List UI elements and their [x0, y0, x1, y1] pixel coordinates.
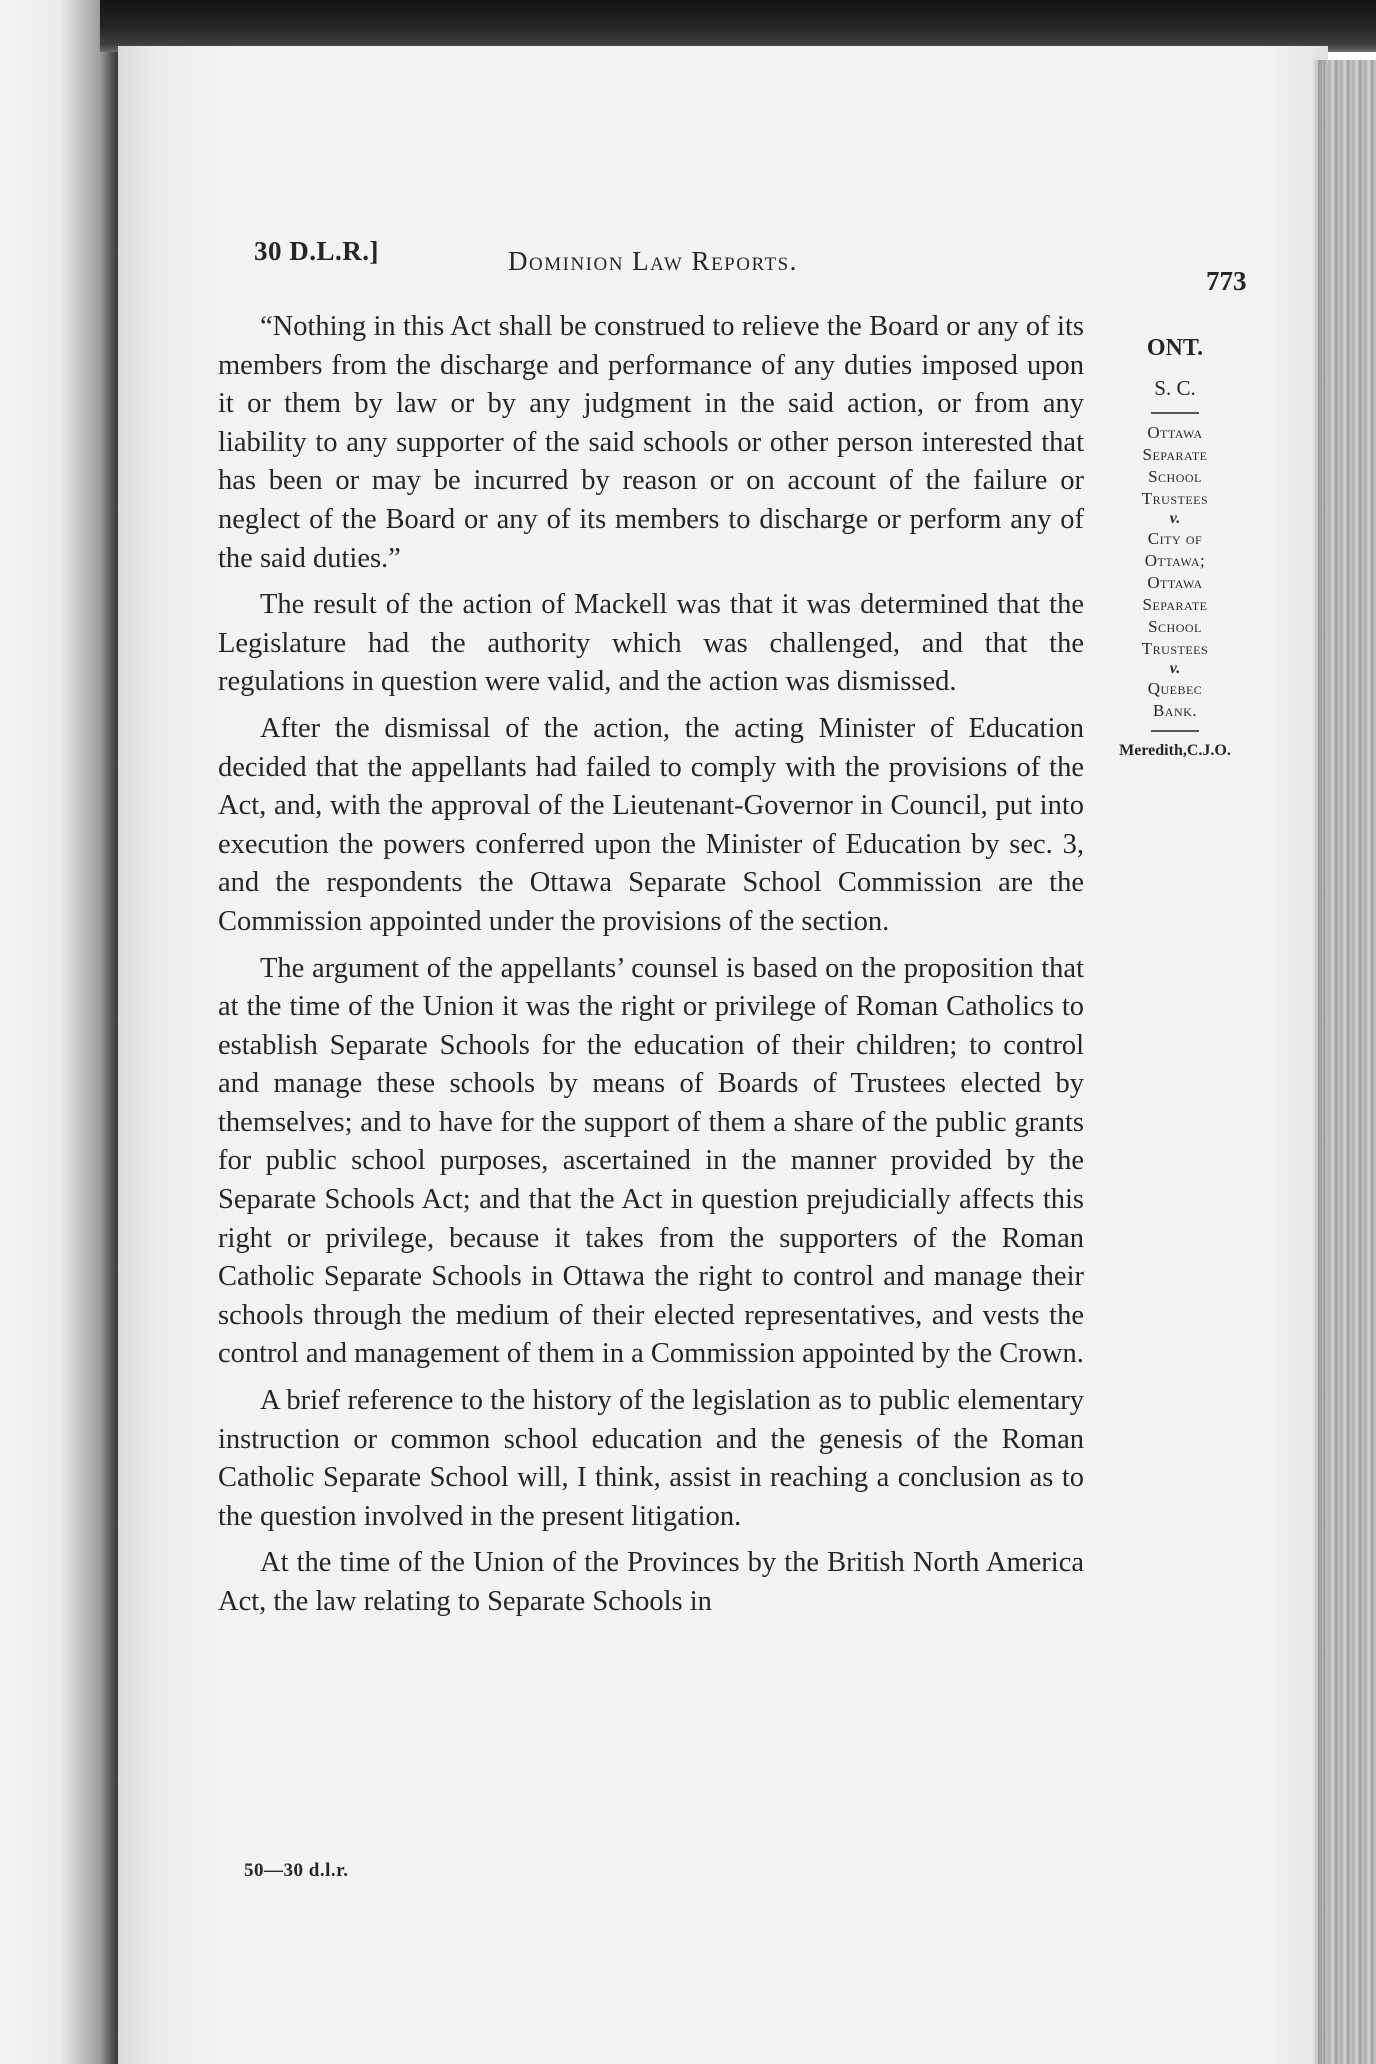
paragraph: At the time of the Union of the Provinces by the British North America Act, the law relating to Separate Schools in: [218, 1547, 1084, 1617]
running-head-volume: 30 D.L.R.]: [254, 236, 379, 266]
case-name-line: Separate: [1142, 445, 1208, 464]
paragraph: A brief reference to the history of the legislation as to public elementary instruction or common school education and the genesis of the Roman Catholic Separate School will, I think, assist in reaching a conclusion as to the question involved in the present litigation.: [218, 1385, 1084, 1532]
paragraph: After the dismissal of the action, the acting Minister of Education decided that the appellants had failed to comply with the provisions of the Act, and, with the approval of the Lieutenant-Governor in Council, put into execution the powers conferred upon the Minister of Education by sec. 3, and the respondents the Ottawa Separate School Commission are the Commission appointed under the provisions of the section.: [218, 712, 1084, 937]
margin-note: [1104, 332, 1246, 760]
court-label: ONT.: [1146, 335, 1204, 361]
body-text: [218, 308, 1084, 1630]
judge-name: Meredith,C.J.O.: [1119, 742, 1231, 759]
paragraph: “Nothing in this Act shall be construed to relieve the Board or any of its members from the discharge and performance of any duties imposed upon it or them by law or by any judgment in the said action, or from any liability to any supporter of the said schools or other person interested that has been or may be incurred by reason or on account of the failure or neglect of the Board or any of its members to discharge or perform any of the said duties.”: [218, 311, 1084, 574]
case-name-line: Ottawa;: [1144, 551, 1206, 570]
case-name-line: School: [1148, 617, 1202, 636]
case-name-line: School: [1148, 467, 1202, 486]
case-name-line: Ottawa: [1147, 423, 1203, 442]
page-number: 773: [1206, 266, 1247, 296]
case-name-line: Bank.: [1152, 701, 1198, 720]
versus-mark: v.: [1169, 510, 1181, 527]
case-name-line: Trustees: [1141, 489, 1209, 508]
case-name-line: Separate: [1142, 595, 1208, 614]
margin-rule: [1151, 730, 1199, 732]
case-name-line: Ottawa: [1147, 573, 1203, 592]
case-name-line: City of: [1147, 529, 1203, 548]
scan-top-border: [100, 0, 1376, 52]
paragraph: The result of the action of Mackell was that it was determined that the Legislature had the authority which was challenged, and that the regulations in question were valid, and the action was dismissed.: [218, 589, 1084, 698]
page-edge-shade: [1312, 60, 1322, 2064]
versus-mark: v.: [1169, 660, 1181, 677]
printer-signature: 50—30 d.l.r.: [244, 1860, 349, 1881]
margin-rule: [1151, 412, 1199, 414]
paragraph: The argument of the appellants’ counsel is based on the proposition that at the time of the Union it was the right or privilege of Roman Catholics to establish Separate Schools for the education of their children; to control and manage these schools by means of Boards of Trustees elected by themselves; and to have for the support of them a share of the public grants for public school purposes, ascertained in the manner provided by the Separate Schools Act; and that the Act in question prejudicially affects this right or privilege, because it takes from the supporters of the Roman Catholic Separate Schools in Ottawa the right to control and manage their schools through the medium of their elected representatives, and vests the control and management of them in a Commission appointed by the Crown.: [218, 952, 1084, 1370]
case-name-line: Trustees: [1141, 639, 1209, 658]
page-edges: [1318, 60, 1376, 2064]
scan-binding-shadow: [0, 0, 118, 2064]
court-division: S. C.: [1154, 376, 1196, 400]
running-head-title: Dominion Law Reports.: [508, 246, 798, 276]
case-name-line: Quebec: [1147, 679, 1203, 698]
